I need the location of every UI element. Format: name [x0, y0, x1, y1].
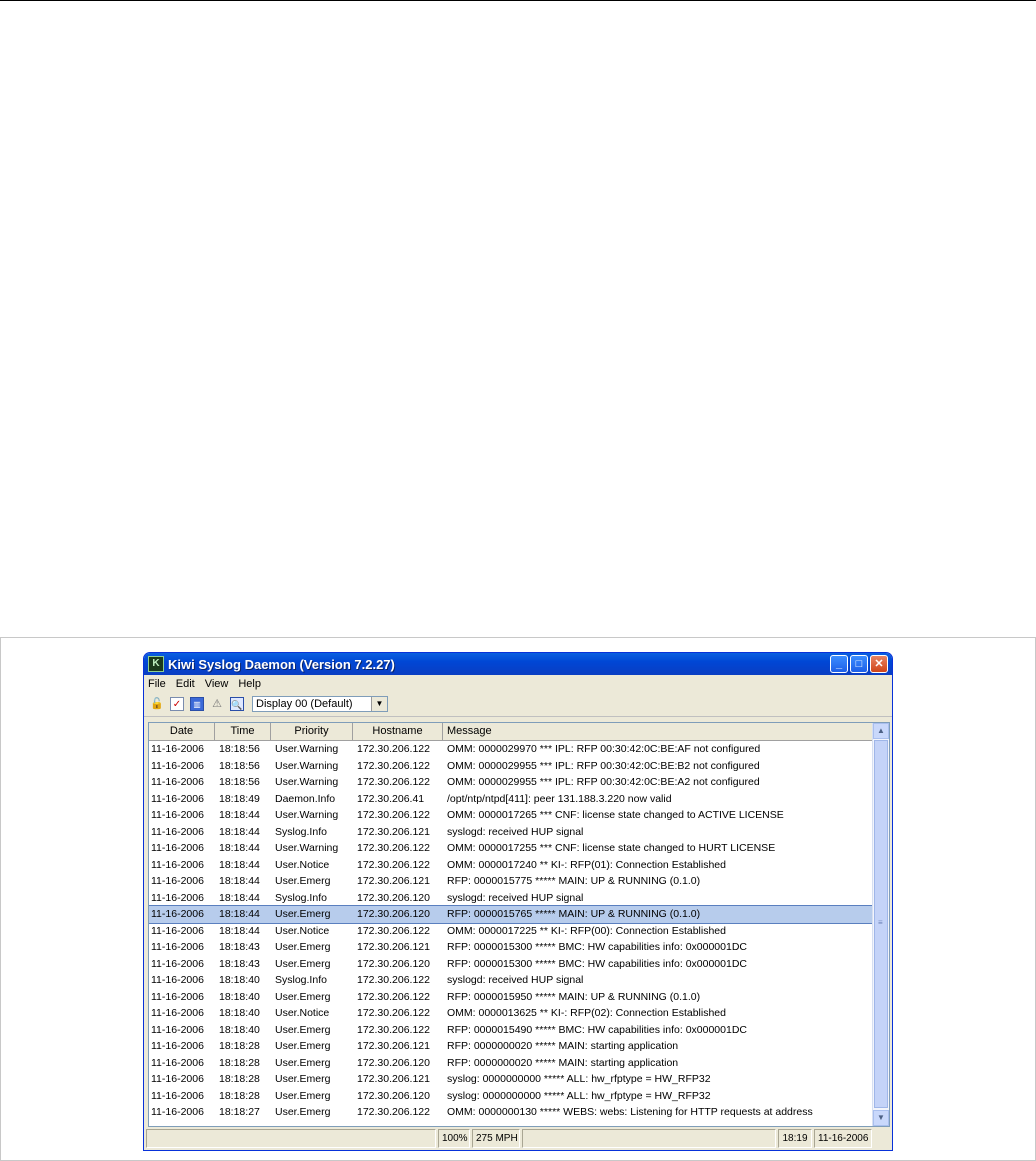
cell-date: 11-16-2006 [151, 875, 204, 887]
cell-date: 11-16-2006 [151, 1073, 204, 1085]
cell-message: RFP: 0000015490 ***** BMC: HW capabilities info: 0x000001DC [447, 1023, 747, 1036]
status-date: 11-16-2006 [814, 1129, 872, 1148]
scroll-thumb[interactable] [874, 740, 888, 1108]
title-bar[interactable] [144, 653, 892, 675]
cell-message: /opt/ntp/ntpd[411]: peer 131.188.3.220 now valid [447, 792, 672, 805]
table-row[interactable] [149, 939, 874, 956]
cell-hostname: 172.30.206.121 [357, 1073, 430, 1085]
table-row[interactable] [149, 1038, 874, 1055]
cell-priority: User.Emerg [275, 1106, 331, 1118]
cell-message: OMM: 0000017265 *** CNF: license state changed to ACTIVE LICENSE [447, 809, 784, 821]
cell-time: 18:18:28 [219, 1073, 260, 1085]
cell-priority: User.Warning [275, 743, 339, 755]
cell-message: OMM: 0000017255 *** CNF: license state changed to HURT LICENSE [447, 842, 776, 854]
cell-date: 11-16-2006 [151, 908, 204, 920]
cell-message: RFP: 0000015950 ***** MAIN: UP & RUNNING (0.1.0) [447, 990, 701, 1003]
cell-message: RFP: 0000000020 ***** MAIN: starting application [447, 1056, 679, 1069]
cell-priority: Syslog.Info [275, 891, 327, 904]
cell-date: 11-16-2006 [151, 957, 204, 970]
cell-priority: User.Emerg [275, 941, 331, 953]
cell-message: syslogd: received HUP signal [447, 891, 584, 904]
grip-icon: ≡ [878, 918, 883, 927]
table-row[interactable] [149, 956, 874, 973]
cell-priority: User.Emerg [275, 875, 331, 887]
cell-message: syslogd: received HUP signal [447, 825, 584, 838]
cell-date: 11-16-2006 [151, 1056, 204, 1069]
column-header-priority[interactable]: Priority [271, 723, 353, 740]
cell-hostname: 172.30.206.121 [357, 875, 430, 887]
cell-message: OMM: 0000017225 ** KI-: RFP(00): Connection Established [447, 924, 726, 937]
page-top-rule [0, 0, 1036, 1]
cell-priority: User.Emerg [275, 990, 331, 1003]
cell-time: 18:18:40 [219, 974, 260, 986]
cell-date: 11-16-2006 [151, 1089, 204, 1102]
table-row[interactable] [149, 1005, 874, 1022]
cell-time: 18:18:28 [219, 1040, 260, 1052]
table-row[interactable] [149, 774, 874, 791]
cell-time: 18:18:40 [219, 1023, 260, 1036]
cell-message: RFP: 0000000020 ***** MAIN: starting application [447, 1040, 679, 1052]
cell-date: 11-16-2006 [151, 759, 204, 772]
table-row[interactable] [149, 1055, 874, 1072]
cell-hostname: 172.30.206.122 [357, 990, 430, 1003]
cell-date: 11-16-2006 [151, 941, 204, 953]
cell-time: 18:18:44 [219, 875, 260, 887]
table-row[interactable] [149, 840, 874, 857]
column-header-hostname[interactable]: Hostname [353, 723, 443, 740]
cell-hostname: 172.30.206.41 [357, 792, 425, 805]
table-row[interactable] [149, 1088, 874, 1105]
cell-time: 18:18:49 [219, 792, 260, 805]
cell-time: 18:18:44 [219, 891, 260, 904]
cell-message: syslogd: received HUP signal [447, 974, 584, 986]
cell-hostname: 172.30.206.122 [357, 1007, 430, 1019]
status-rate: 275 MPH [472, 1129, 520, 1148]
cell-message: OMM: 0000029970 *** IPL: RFP 00:30:42:0C:BE:AF not configured [447, 743, 761, 755]
statistics-icon[interactable]: ▥ [190, 697, 204, 711]
menu-edit[interactable]: Edit [175, 677, 195, 690]
cell-message: OMM: 0000000130 ***** WEBS: webs: Listening for HTTP requests at address [447, 1106, 813, 1118]
menu-help[interactable]: Help [238, 677, 261, 690]
display-select[interactable] [252, 696, 388, 712]
cell-hostname: 172.30.206.120 [357, 891, 430, 904]
cell-date: 11-16-2006 [151, 842, 204, 854]
cell-priority: User.Warning [275, 809, 339, 821]
cell-time: 18:18:44 [219, 858, 260, 871]
cell-priority: User.Notice [275, 858, 330, 871]
cell-priority: User.Emerg [275, 1089, 331, 1102]
cell-date: 11-16-2006 [151, 1007, 204, 1019]
cell-hostname: 172.30.206.122 [357, 1023, 430, 1036]
cell-hostname: 172.30.206.122 [357, 842, 430, 854]
cell-hostname: 172.30.206.122 [357, 809, 430, 821]
table-row[interactable] [149, 890, 874, 907]
cell-date: 11-16-2006 [151, 1106, 204, 1118]
scroll-up-button[interactable]: ▲ [873, 723, 889, 739]
cell-priority: Daemon.Info [275, 792, 336, 805]
cell-hostname: 172.30.206.120 [357, 1089, 430, 1102]
cell-date: 11-16-2006 [151, 776, 204, 788]
cell-priority: User.Notice [275, 924, 330, 937]
cell-hostname: 172.30.206.122 [357, 974, 430, 986]
table-row[interactable] [149, 807, 874, 824]
cell-time: 18:18:44 [219, 842, 260, 854]
cell-time: 18:18:44 [219, 809, 260, 821]
cell-time: 18:18:27 [219, 1106, 260, 1118]
cell-date: 11-16-2006 [151, 1023, 204, 1036]
kiwi-syslog-window [143, 652, 893, 1151]
status-bar [146, 1129, 890, 1148]
table-row[interactable] [149, 873, 874, 890]
cell-time: 18:18:44 [219, 908, 260, 920]
cell-priority: User.Emerg [275, 1040, 331, 1052]
cell-time: 18:18:44 [219, 825, 260, 838]
cell-priority: User.Emerg [275, 1073, 331, 1085]
toolbar [144, 692, 892, 717]
cell-time: 18:18:56 [219, 743, 260, 755]
column-header-message[interactable]: Message [443, 723, 874, 740]
cell-date: 11-16-2006 [151, 825, 204, 838]
menu-file[interactable]: File [148, 677, 166, 690]
kiwi-app-icon: K [148, 656, 164, 672]
cell-hostname: 172.30.206.121 [357, 941, 430, 953]
close-button[interactable]: ✕ [870, 655, 888, 673]
cell-priority: Syslog.Info [275, 825, 327, 838]
checklist-icon[interactable]: ✓ [170, 697, 184, 711]
cell-date: 11-16-2006 [151, 891, 204, 904]
maximize-button[interactable]: □ [850, 655, 868, 673]
cell-time: 18:18:56 [219, 776, 260, 788]
cell-message: OMM: 0000017240 ** KI-: RFP(01): Connection Established [447, 858, 726, 871]
cell-hostname: 172.30.206.122 [357, 858, 430, 871]
cell-date: 11-16-2006 [151, 858, 204, 871]
cell-date: 11-16-2006 [151, 990, 204, 1003]
cell-hostname: 172.30.206.122 [357, 776, 430, 788]
table-row[interactable] [149, 906, 874, 923]
cell-time: 18:18:28 [219, 1089, 260, 1102]
status-time: 18:19 [778, 1129, 812, 1148]
cell-priority: User.Warning [275, 776, 339, 788]
cell-date: 11-16-2006 [151, 924, 204, 937]
cell-time: 18:18:43 [219, 957, 260, 970]
lock-icon[interactable]: 🔓 [150, 698, 164, 710]
cell-priority: User.Emerg [275, 1023, 331, 1036]
chevron-down-icon[interactable]: ▼ [371, 697, 387, 711]
cell-priority: User.Emerg [275, 908, 331, 920]
cell-priority: Syslog.Info [275, 974, 327, 986]
cell-message: OMM: 0000029955 *** IPL: RFP 00:30:42:0C:BE:A2 not configured [447, 776, 760, 788]
table-row[interactable] [149, 1104, 874, 1121]
cell-time: 18:18:28 [219, 1056, 260, 1069]
cell-hostname: 172.30.206.122 [357, 1106, 430, 1118]
cell-message: syslog: 0000000000 ***** ALL: hw_rfptype = HW_RFP32 [447, 1089, 711, 1102]
cell-date: 11-16-2006 [151, 809, 204, 821]
cell-hostname: 172.30.206.120 [357, 1056, 430, 1069]
status-pane-blank-2 [522, 1129, 776, 1148]
cell-priority: User.Emerg [275, 957, 331, 970]
cell-date: 11-16-2006 [151, 792, 204, 805]
grid-rows [149, 741, 874, 1121]
cell-time: 18:18:40 [219, 990, 260, 1003]
cell-date: 11-16-2006 [151, 743, 204, 755]
table-row[interactable] [149, 989, 874, 1006]
cell-hostname: 172.30.206.120 [357, 908, 430, 920]
column-header-time[interactable]: Time [215, 723, 271, 740]
table-row[interactable] [149, 824, 874, 841]
cell-message: RFP: 0000015300 ***** BMC: HW capabilities info: 0x000001DC [447, 957, 747, 970]
status-pane-blank [146, 1129, 436, 1148]
cell-hostname: 172.30.206.121 [357, 1040, 430, 1052]
table-row[interactable] [149, 791, 874, 808]
cell-message: OMM: 0000029955 *** IPL: RFP 00:30:42:0C:BE:B2 not configured [447, 759, 760, 772]
cell-priority: User.Emerg [275, 1056, 331, 1069]
lookup-icon[interactable]: 🔍 [230, 697, 244, 711]
cell-message: RFP: 0000015775 ***** MAIN: UP & RUNNING (0.1.0) [447, 875, 701, 887]
scroll-down-button[interactable]: ▼ [873, 1110, 889, 1126]
cell-priority: User.Notice [275, 1007, 330, 1019]
cell-message: OMM: 0000013625 ** KI-: RFP(02): Connection Established [447, 1007, 726, 1019]
menu-bar [144, 675, 892, 692]
grid-header [149, 723, 889, 741]
cell-time: 18:18:56 [219, 759, 260, 772]
table-row[interactable] [149, 857, 874, 874]
warning-icon[interactable]: ⚠ [212, 698, 222, 710]
table-row[interactable] [149, 972, 874, 989]
menu-view[interactable]: View [204, 677, 229, 690]
column-header-date[interactable]: Date [149, 723, 215, 740]
cell-time: 18:18:43 [219, 941, 260, 953]
cell-message: RFP: 0000015765 ***** MAIN: UP & RUNNING (0.1.0) [447, 908, 701, 920]
window-title: Kiwi Syslog Daemon (Version 7.2.27) [168, 656, 395, 672]
table-row[interactable] [149, 923, 874, 940]
cell-hostname: 172.30.206.122 [357, 743, 430, 755]
cell-message: syslog: 0000000000 ***** ALL: hw_rfptype = HW_RFP32 [447, 1073, 711, 1085]
cell-hostname: 172.30.206.122 [357, 759, 430, 772]
cell-hostname: 172.30.206.122 [357, 924, 430, 937]
cell-message: RFP: 0000015300 ***** BMC: HW capabilities info: 0x000001DC [447, 941, 747, 953]
cell-time: 18:18:40 [219, 1007, 260, 1019]
message-grid [148, 722, 890, 1127]
table-row[interactable] [149, 1071, 874, 1088]
cell-hostname: 172.30.206.121 [357, 825, 430, 838]
display-select-value: Display 00 (Default) [256, 698, 353, 710]
cell-hostname: 172.30.206.120 [357, 957, 430, 970]
cell-priority: User.Warning [275, 842, 339, 854]
table-row[interactable] [149, 758, 874, 775]
cell-priority: User.Warning [275, 759, 339, 772]
vertical-scrollbar[interactable] [872, 723, 889, 1126]
cell-date: 11-16-2006 [151, 974, 204, 986]
table-row[interactable] [149, 1022, 874, 1039]
status-zoom: 100% [438, 1129, 470, 1148]
table-row[interactable] [149, 741, 874, 758]
cell-time: 18:18:44 [219, 924, 260, 937]
cell-date: 11-16-2006 [151, 1040, 204, 1052]
minimize-button[interactable]: _ [830, 655, 848, 673]
